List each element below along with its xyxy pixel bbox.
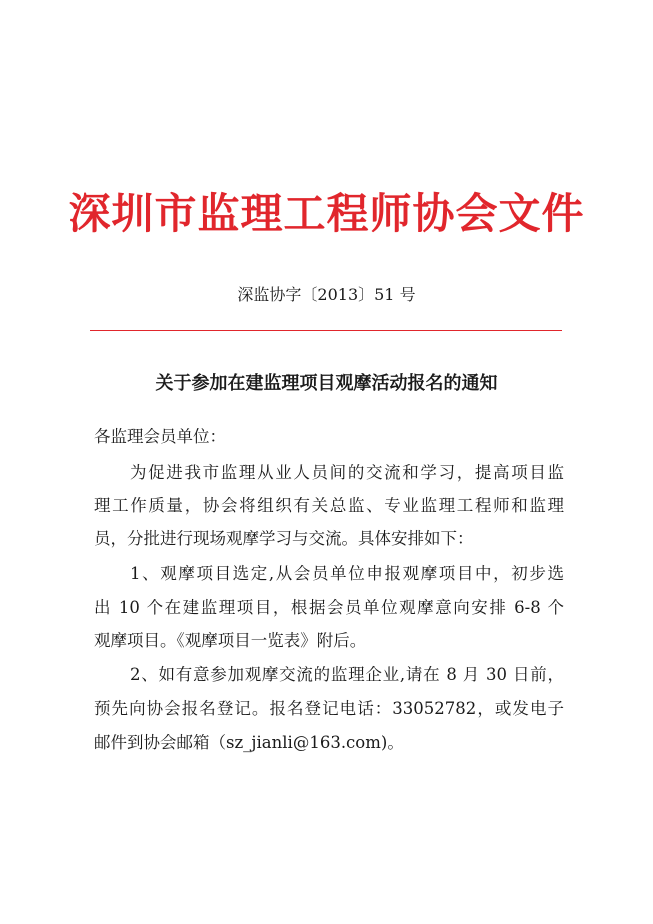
notice-title: 关于参加在建监理项目观摩活动报名的通知 [155,373,498,394]
red-divider-line [90,330,562,331]
body-paragraph-line: 为促进我市监理从业人员间的交流和学习，提高项目监 [130,463,564,482]
body-paragraph-line: 预先向协会报名登记。报名登记电话：33052782，或发电子 [94,699,564,718]
salutation: 各监理会员单位： [94,427,226,446]
body-paragraph-line: 理工作质量，协会将组织有关总监、专业监理工程师和监理 [94,496,564,515]
document-header-title: 深圳市监理工程师协会文件 [68,189,585,238]
body-paragraph-line: 出 10 个在建监理项目，根据会员单位观摩意向安排 6-8 个 [94,598,564,617]
body-paragraph-line: 邮件到协会邮箱（sz_jianli@163.com)。 [94,733,404,752]
body-paragraph-line: 2、如有意参加观摩交流的监理企业,请在 8 月 30 日前， [130,665,564,684]
body-paragraph-line: 1、观摩项目选定,从会员单位申报观摩项目中，初步选 [130,564,564,583]
body-paragraph-line: 员，分批进行现场观摩学习与交流。具体安排如下： [94,529,474,548]
document-number: 深监协字〔2013〕51 号 [237,285,416,304]
body-paragraph-line: 观摩项目。《观摩项目一览表》附后。 [94,631,367,650]
